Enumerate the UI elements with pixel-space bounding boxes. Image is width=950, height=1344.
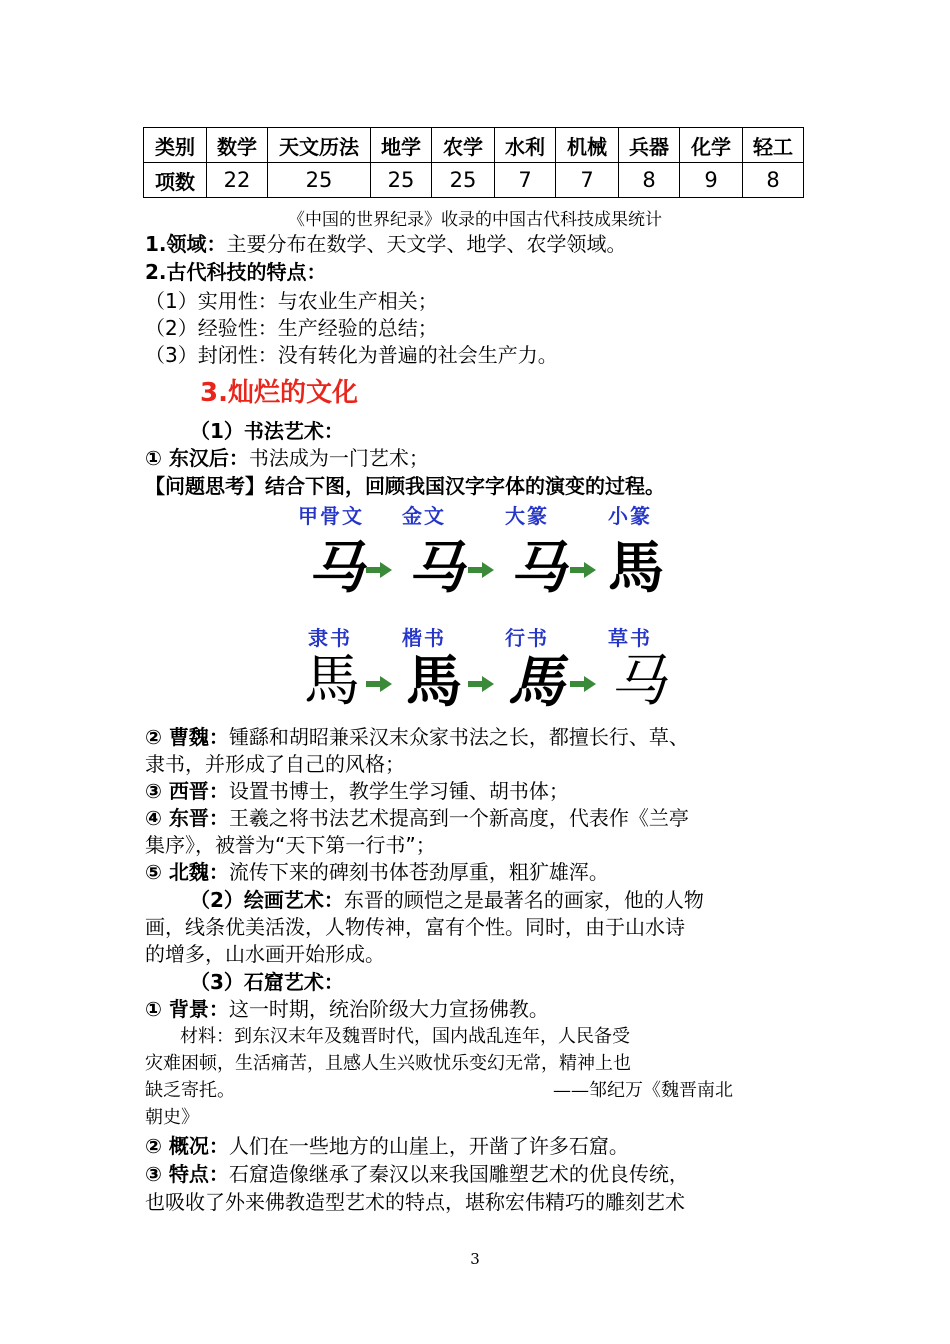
grotto-point-3-cont: 也吸收了外来佛教造型艺术的特点，堪称宏伟精巧的雕刻艺术 — [145, 1190, 685, 1214]
calligraphy-point-4-cont: 集序》，被誉为“天下第一行书”； — [145, 833, 436, 857]
arrow-right-icon — [468, 562, 494, 578]
table-cell: 22 — [207, 163, 268, 198]
table-cell: 项数 — [144, 163, 207, 198]
point-text: 石窟造像继承了秦汉以来我国雕塑艺术的优良传统， — [228, 1162, 689, 1186]
list-item: （3）封闭性：没有转化为普遍的社会生产力。 — [145, 343, 558, 367]
page-number: 3 — [470, 1250, 480, 1268]
table-header-cell: 水利 — [495, 128, 556, 163]
script-glyph: 馬 — [508, 649, 564, 715]
point-head: ① 东汉后： — [145, 446, 249, 470]
script-label: 金文 — [402, 504, 446, 528]
table-cell: 7 — [495, 163, 556, 198]
painting-head: （2）绘画艺术： — [190, 888, 344, 912]
table-cell: 25 — [371, 163, 432, 198]
script-label: 甲骨文 — [298, 504, 364, 528]
painting-para — [190, 886, 704, 914]
tech-stats-table — [143, 127, 804, 198]
script-label: 大篆 — [505, 504, 549, 528]
table-header-cell: 农学 — [432, 128, 495, 163]
script-glyph: 馬 — [304, 649, 360, 714]
painting-text: 东晋的顾恺之是最著名的画家，他的人物 — [343, 888, 704, 912]
list-item: （2）经验性：生产经验的总结； — [145, 316, 438, 340]
script-glyph: 马 — [408, 535, 464, 601]
point-head: ⑤ 北魏： — [145, 860, 229, 884]
arrow-right-icon — [570, 676, 596, 692]
table-cell: 8 — [619, 163, 680, 198]
table-header-cell: 机械 — [556, 128, 619, 163]
point-head: ③ 特点： — [145, 1162, 229, 1186]
script-evolution-figure — [290, 500, 690, 720]
material-source: ——邹纪万《魏晋南北 — [553, 1080, 733, 1101]
script-glyph: 马 — [308, 535, 364, 601]
table-header-cell: 化学 — [680, 128, 743, 163]
point-text: 锺繇和胡昭兼采汉末众家书法之长，都擅长行、草、 — [228, 725, 689, 749]
point-text: 这一时期，统治阶级大力宣扬佛教。 — [228, 997, 549, 1021]
point-head: ④ 东晋： — [145, 806, 229, 830]
calligraphy-point-5 — [145, 858, 609, 886]
point-head: ③ 西晋： — [145, 779, 229, 803]
script-label: 小篆 — [608, 504, 652, 528]
list-item: （1）实用性：与农业生产相关； — [145, 289, 438, 313]
arrow-right-icon — [366, 676, 392, 692]
table-cell: 7 — [556, 163, 619, 198]
calligraphy-point-1 — [145, 444, 429, 472]
painting-text: 画，线条优美活泼，人物传神，富有个性。同时，由于山水诗 — [145, 915, 685, 939]
calligraphy-point-4 — [145, 804, 689, 832]
point-text: 流传下来的碑刻书体苍劲厚重，粗犷雄浑。 — [228, 860, 609, 884]
material-quote: 灾难困顿，生活痛苦，且感人生兴败忧乐变幻无常，精神上也 — [145, 1053, 631, 1074]
calligraphy-point-2-cont: 隶书，并形成了自己的风格； — [145, 752, 405, 776]
table-header-cell: 天文历法 — [268, 128, 371, 163]
material-quote: 缺乏寄托。 — [145, 1080, 235, 1101]
script-glyph: 马 — [510, 535, 566, 601]
script-glyph: 馬 — [406, 649, 462, 715]
script-label: 楷书 — [402, 626, 446, 650]
arrow-right-icon — [366, 562, 392, 578]
calligraphy-point-3 — [145, 777, 569, 805]
table-header-cell: 类别 — [144, 128, 207, 163]
arrow-right-icon — [468, 676, 494, 692]
table-row — [144, 128, 804, 163]
point-text: 设置书博士，教学生学习锺、胡书体； — [228, 779, 569, 803]
table-cell: 25 — [432, 163, 495, 198]
point-head: ① 背景： — [145, 997, 229, 1021]
table-header-cell: 轻工 — [743, 128, 804, 163]
grotto-point-3 — [145, 1160, 689, 1188]
painting-text: 的增多，山水画开始形成。 — [145, 942, 385, 966]
table-cell: 9 — [680, 163, 743, 198]
script-label: 草书 — [608, 626, 652, 650]
table-row — [144, 163, 804, 198]
section-3-title: 3.灿烂的文化 — [200, 378, 358, 408]
section-1-head: 1.领域： — [145, 232, 227, 256]
table-header-cell: 兵器 — [619, 128, 680, 163]
point-head: ② 概况： — [145, 1134, 229, 1158]
grotto-point-2 — [145, 1132, 629, 1160]
section-1 — [145, 230, 627, 258]
arrow-right-icon — [570, 562, 596, 578]
section-1-text: 主要分布在数学、天文学、地学、农学领域。 — [226, 232, 627, 256]
script-glyph: 马 — [610, 649, 666, 714]
calligraphy-head: （1）书法艺术： — [190, 419, 344, 443]
point-text: 王羲之将书法艺术提高到一个新高度，代表作《兰亭 — [228, 806, 689, 830]
script-glyph: 馬 — [608, 535, 664, 601]
point-text: 人们在一些地方的山崖上，开凿了许多石窟。 — [228, 1134, 629, 1158]
script-label: 隶书 — [308, 626, 352, 650]
grotto-head: （3）石窟艺术： — [190, 970, 344, 994]
script-label: 行书 — [505, 626, 549, 650]
grotto-point-1 — [145, 995, 549, 1023]
material-quote: 材料：到东汉末年及魏晋时代，国内战乱连年，人民备受 — [180, 1026, 630, 1047]
table-caption: 《中国的世界纪录》收录的中国古代科技成果统计 — [288, 210, 662, 230]
section-2-head: 2.古代科技的特点： — [145, 260, 327, 284]
table-cell: 8 — [743, 163, 804, 198]
material-source: 朝史》 — [145, 1107, 199, 1128]
calligraphy-point-2 — [145, 723, 689, 751]
table-header-cell: 地学 — [371, 128, 432, 163]
point-text: 书法成为一门艺术； — [248, 446, 429, 470]
question-prompt: 【问题思考】结合下图，回顾我国汉字字体的演变的过程。 — [145, 474, 665, 498]
table-header-cell: 数学 — [207, 128, 268, 163]
point-head: ② 曹魏： — [145, 725, 229, 749]
table-cell: 25 — [268, 163, 371, 198]
